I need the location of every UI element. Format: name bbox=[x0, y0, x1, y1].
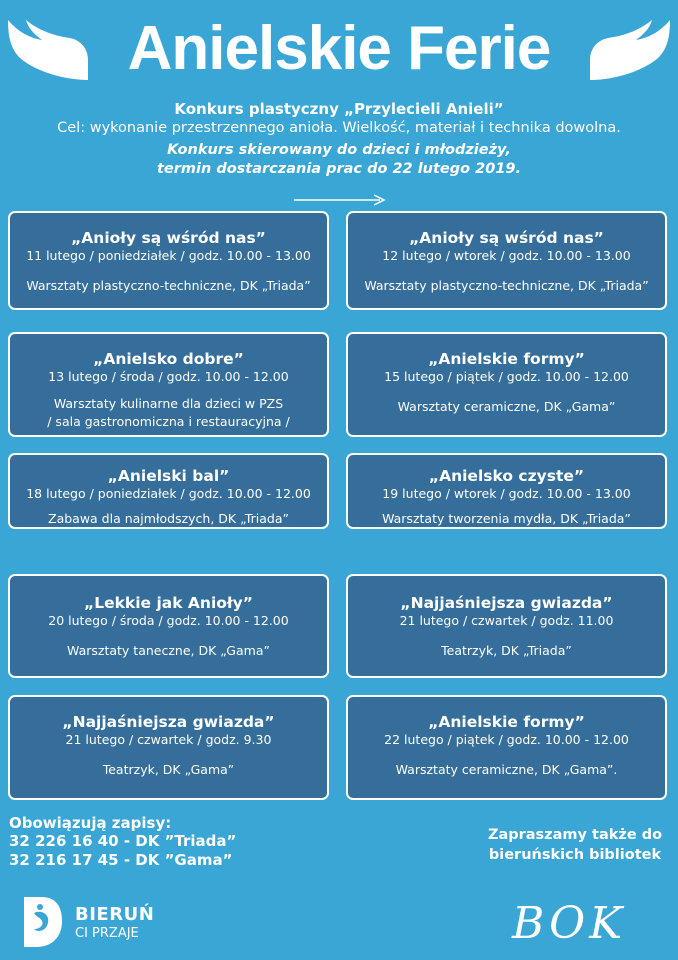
event-description-line: Warsztaty ceramiczne, DK „Gama”. bbox=[395, 762, 618, 777]
event-title: „Anielsko czyste” bbox=[428, 467, 585, 485]
event-date: 15 lutego / piątek / godz. 10.00 - 12.00 bbox=[384, 369, 629, 384]
event-date: 21 lutego / czwartek / godz. 11.00 bbox=[399, 613, 614, 628]
wing-right-icon bbox=[588, 14, 672, 84]
event-description-line: Warsztaty plastyczno-techniczne, DK „Triada” bbox=[364, 278, 649, 293]
event-title: „Anielskie formy” bbox=[428, 350, 585, 368]
event-description bbox=[10, 642, 327, 660]
event-card bbox=[8, 453, 329, 529]
event-title: „Anielski bal” bbox=[107, 467, 230, 485]
event-card bbox=[346, 211, 667, 310]
event-description bbox=[10, 277, 327, 295]
event-description bbox=[348, 510, 665, 528]
audience-line-2: termin dostarczania prac do 22 lutego 2019. bbox=[156, 161, 522, 177]
audience-line-1: Konkurs skierowany do dzieci i młodzieży, bbox=[167, 142, 511, 158]
event-card bbox=[346, 695, 667, 800]
header bbox=[0, 0, 678, 100]
event-description bbox=[10, 761, 327, 779]
event-card bbox=[8, 695, 329, 800]
event-card bbox=[8, 332, 329, 437]
phone-gama: 32 216 17 45 - DK ”Gama” bbox=[9, 851, 233, 869]
brand-tagline: CI PRZAJE bbox=[75, 926, 139, 941]
event-description bbox=[348, 642, 665, 660]
event-date: 13 lutego / środa / godz. 10.00 - 12.00 bbox=[48, 369, 289, 384]
event-title: „Anielskie formy” bbox=[428, 713, 585, 731]
page-title: Anielskie Ferie bbox=[127, 14, 551, 83]
event-description bbox=[348, 398, 665, 416]
event-description-line: Zabawa dla najmłodszych, DK „Triada” bbox=[48, 511, 289, 526]
registration-title: Obowiązują zapisy: bbox=[9, 814, 172, 832]
event-card bbox=[346, 453, 667, 529]
bok-logo-text: BOK bbox=[512, 898, 627, 948]
contest-title: Konkurs plastyczny „Przylecieli Anieli” bbox=[174, 100, 504, 118]
event-description-line: Teatrzyk, DK „Triada” bbox=[441, 643, 572, 658]
event-description-line: Warsztaty taneczne, DK „Gama” bbox=[67, 643, 270, 658]
event-description-line: Warsztaty plastyczno-techniczne, DK „Triada” bbox=[26, 278, 311, 293]
contest-intro bbox=[0, 100, 678, 179]
event-description bbox=[348, 761, 665, 779]
event-title: „Anielsko dobre” bbox=[93, 350, 244, 368]
bierun-brand bbox=[75, 904, 154, 942]
event-description bbox=[10, 395, 327, 431]
event-description-line: / sala gastronomiczna i restauracyjna / bbox=[47, 414, 290, 429]
event-date: 19 lutego / wtorek / godz. 10.00 - 13.00 bbox=[382, 486, 631, 501]
event-description-line: Teatrzyk, DK „Gama” bbox=[102, 762, 235, 777]
event-title: „Anioły są wśród nas” bbox=[409, 229, 604, 247]
registration-info bbox=[9, 814, 236, 870]
bok-logo bbox=[508, 896, 662, 948]
phone-triada: 32 226 16 40 - DK ”Triada” bbox=[9, 832, 237, 850]
event-title: „Anioły są wśród nas” bbox=[71, 229, 266, 247]
event-title: „Lekkie jak Anioły” bbox=[84, 594, 253, 612]
library-invitation bbox=[480, 825, 670, 865]
invitation-line-2: bieruńskich bibliotek bbox=[488, 847, 662, 863]
event-date: 18 lutego / poniedziałek / godz. 10.00 - 12.00 bbox=[26, 486, 311, 501]
event-date: 20 lutego / środa / godz. 10.00 - 12.00 bbox=[48, 613, 289, 628]
event-card bbox=[8, 574, 329, 678]
contest-goal: Cel: wykonanie przestrzennego anioła. Wielkość, materiał i technika dowolna. bbox=[57, 120, 621, 136]
event-description-line: Warsztaty tworzenia mydła, DK „Triada” bbox=[382, 511, 631, 526]
event-description-line: Warsztaty ceramiczne, DK „Gama” bbox=[397, 399, 616, 414]
event-card bbox=[346, 574, 667, 678]
invitation-line-1: Zapraszamy także do bbox=[487, 827, 663, 843]
arrow-right-icon bbox=[294, 194, 386, 206]
event-date: 21 lutego / czwartek / godz. 9.30 bbox=[65, 732, 272, 747]
event-card bbox=[8, 211, 329, 310]
event-title: „Najjaśniejsza gwiazda” bbox=[400, 594, 613, 612]
event-date: 11 lutego / poniedziałek / godz. 10.00 - 13.00 bbox=[26, 248, 311, 263]
event-description bbox=[10, 510, 327, 528]
event-date: 22 lutego / piątek / godz. 10.00 - 12.00 bbox=[384, 732, 629, 747]
event-title: „Najjaśniejsza gwiazda” bbox=[62, 713, 275, 731]
event-date: 12 lutego / wtorek / godz. 10.00 - 13.00 bbox=[382, 248, 631, 263]
event-card bbox=[346, 332, 667, 437]
brand-name: BIERUŃ bbox=[75, 904, 155, 925]
event-description-line: Warsztaty kulinarne dla dzieci w PZS bbox=[53, 396, 284, 411]
bierun-logo-icon bbox=[20, 893, 64, 949]
event-description bbox=[348, 277, 665, 295]
